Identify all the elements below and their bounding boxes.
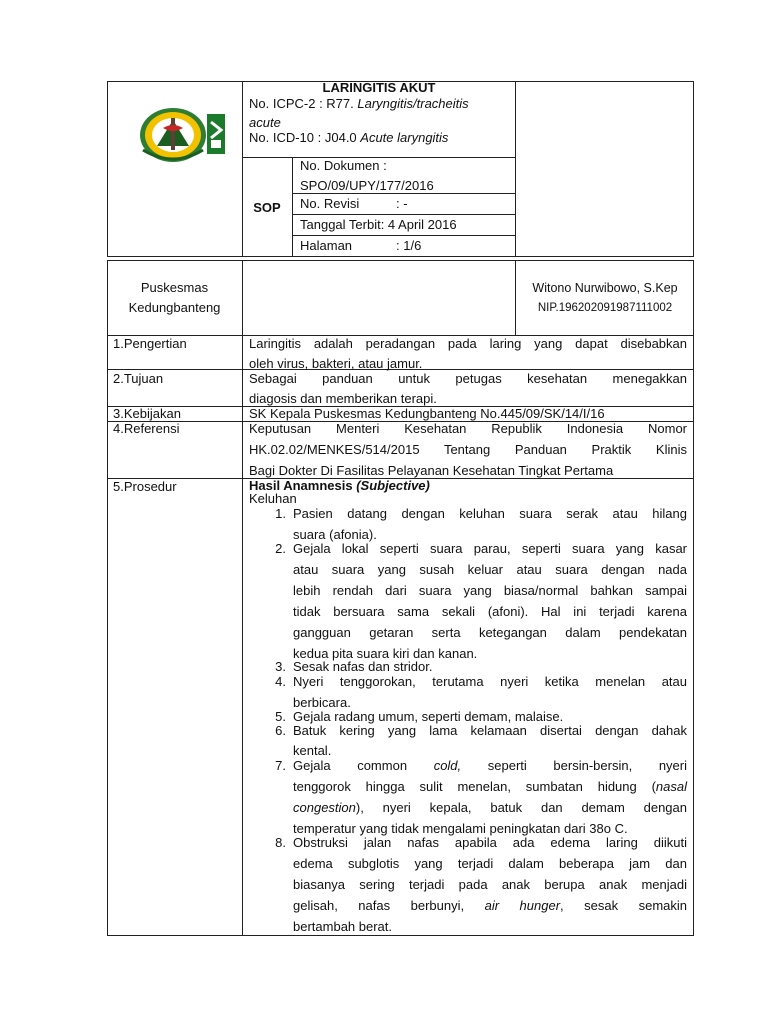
signer-nip: NIP.196202091987111002	[537, 302, 673, 314]
pengertian-line1: Laringitis adalah peradangan pada laring yang dapat disebabkan	[249, 336, 687, 351]
doc-number-label: No. Dokumen :	[300, 158, 387, 173]
label-tujuan: 2.Tujuan	[113, 371, 164, 386]
icpc-code-cont: acute	[249, 115, 281, 130]
issue-date: Tanggal Terbit: 4 April 2016	[300, 217, 457, 232]
icd-code: No. ICD-10 : J04.0 Acute laryngitis	[249, 130, 449, 145]
referensi-line3: Bagi Dokter Di Fasilitas Pelayanan Kesehatan Tingkat Pertama	[249, 463, 614, 478]
org-name-line2: Kedungbanteng	[128, 300, 221, 315]
prosedur-heading: Hasil Anamnesis (Subjective)	[249, 478, 430, 493]
tujuan-line1: Sebagai panduan untuk petugas kesehatan menegakkan	[249, 371, 687, 386]
referensi-line2: HK.02.02/MENKES/514/2015 Tentang Panduan Praktik Klinis	[249, 442, 687, 457]
label-prosedur: 5.Prosedur	[113, 479, 177, 494]
revision-label: No. Revisi	[300, 196, 360, 211]
document-title: LARINGITIS AKUT	[322, 80, 436, 95]
icpc-code: No. ICPC-2 : R77. Laryngitis/tracheitis	[249, 96, 469, 111]
referensi-line1: Keputusan Menteri Kesehatan Republik Indonesia Nomor	[249, 421, 687, 436]
label-referensi: 4.Referensi	[113, 421, 180, 436]
label-pengertian: 1.Pengertian	[113, 336, 187, 351]
sop-label: SOP	[253, 200, 281, 215]
label-kebijakan: 3.Kebijakan	[113, 406, 181, 421]
page-label: Halaman	[300, 238, 353, 253]
prosedur-subheading: Keluhan	[249, 491, 297, 506]
org-name-line1: Puskesmas	[140, 280, 209, 295]
page-value: : 1/6	[396, 238, 422, 253]
doc-number-value: SPO/09/UPY/177/2016	[300, 178, 434, 193]
pengertian-line2: oleh virus, bakteri, atau jamur.	[249, 356, 423, 371]
signer-name: Witono Nurwibowo, S.Kep	[532, 281, 678, 295]
puskesmas-logo	[137, 106, 229, 164]
revision-value: : -	[396, 196, 408, 211]
tujuan-line2: diagosis dan memberikan terapi.	[249, 391, 437, 406]
kebijakan-text: SK Kepala Puskesmas Kedungbanteng No.445/09/SK/14/I/16	[249, 406, 605, 421]
